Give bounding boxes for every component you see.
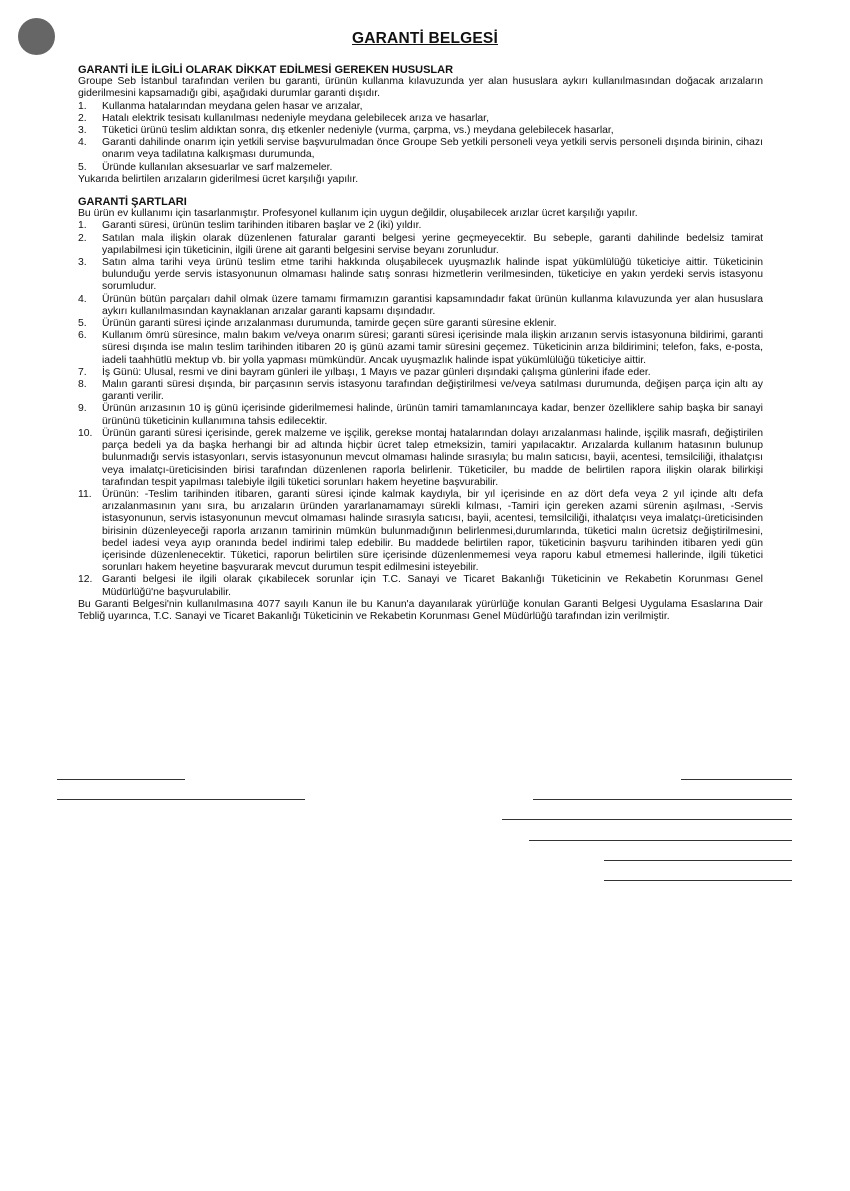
item-text: Kullanma hatalarından meydana gelen hasar ve arızalar, — [102, 100, 363, 112]
item-text: Malın garanti süresi dışında, bir parçasının servis istasyonu tarafından değiştirilmesi ve/veya satılması durumunda, değişen parça için altı ay garanti verilir. — [102, 379, 763, 403]
list-item — [78, 428, 763, 489]
fill-line — [604, 880, 792, 881]
section2-list — [78, 220, 763, 598]
fill-line — [57, 799, 305, 800]
item-text: Tüketici ürünü teslim aldıktan sonra, dış etkenler nedeniyle (vurma, çarpma, vs.) meydana gelebilecek hasarlar, — [102, 125, 614, 137]
item-number: 4. — [78, 293, 87, 305]
item-text: Ürünün arızasının 10 iş günü içerisinde giderilmemesi halinde, ürünün tamiri tamamlanıncaya kadar, benzer özelliklere sahip başka bir sanayi ürününü tüketicinin kullanımına tahsis edilecektir. — [102, 403, 763, 427]
item-text: Garanti dahilinde onarım için yetkili servise başvurulmadan önce Groupe Seb yetkili personeli veya yetkili servis personeli dışında birinin, cihazı onarım veya tadilatına kalkışması durumunda, — [102, 137, 763, 161]
item-number: 3. — [78, 125, 87, 137]
list-item — [78, 367, 763, 379]
list-item — [78, 294, 763, 318]
item-text: Ürünün: -Teslim tarihinden itibaren, garanti süresi içinde kalmak kaydıyla, bir yıl içerisinde en az dört defa veya 2 yıl içinde altı defa arızalanmasının yanı sıra, bu arızaların üründen yararlanamamayı sürekli kılması, -Tamiri için gereken azami sürenin aşılması, -Servis istasyonunun, servis istasyonunun mevcut olmaması halinde sırasıyla satıcısı, bayii, acentesi, temsilciliği, ithalatçısı veya imalatçı-üreticisinden birisinin düzenleyeceği raporla arızanın tamirinin mümkün bulunmadığının belirlenmesi,durumlarında, tüketici malın ücretsiz değiştirilmesini, bedel iadesi veya ayıp oranında bedel indirimi talep edebilir. Bu maddede belirtilen rapor, tüketicinin başvuru tarihinden itibaren yedi gün içerisinde düzenlenecektir. Tüketici, raporun belirtilen süre içerisinde düzenlenmemesi veya raporu kabul etmemesi hallerinde, ilgili tüketici sorunları hakem heyetine başvurarak mevcut durumun tespit edilmesini isteyebilir. — [102, 488, 763, 574]
section1-intro: Groupe Seb İstanbul tarafından verilen bu garanti, ürünün kullanma kılavuzunda yer alan hususlara aykırı kullanılmasından doğacak arızaların giderilmesini kapsamadığı gibi, aşağıdaki durumlar garanti dışıdır. — [78, 76, 763, 100]
item-number: 5. — [78, 318, 87, 330]
list-item — [78, 137, 763, 161]
item-number: 11. — [78, 488, 92, 500]
fill-line — [57, 779, 185, 780]
item-number: 5. — [78, 161, 87, 173]
item-number: 9. — [78, 403, 87, 415]
section2-heading: GARANTİ ŞARTLARI — [78, 196, 187, 209]
item-text: Satılan mala ilişkin olarak düzenlenen faturalar garanti belgesi yerine geçmeyecektir. Bu sebeple, garanti dahilinde bedelsiz tamirat yapılabilmesi için tüketicinin, ilgili ürene ait garanti belgesini servise beyanı zorunludur. — [102, 232, 763, 256]
item-text: Garanti süresi, ürünün teslim tarihinden itibaren başlar ve 2 (iki) yıldır. — [102, 220, 422, 232]
section2-intro: Bu ürün ev kullanımı için tasarlanmıştır. Profesyonel kullanım için uygun değildir, oluşabilecek arızlar ücret karşılığı yapılır. — [78, 208, 638, 220]
item-text: İş Günü: Ulusal, resmi ve dini bayram günleri ile yılbaşı, 1 Mayıs ve pazar günleri dışındaki çalışma günlerini ifade eder. — [102, 366, 651, 378]
item-text: Hatalı elektrik tesisatı kullanılması nedeniyle meydana gelebilecek arıza ve hasarlar, — [102, 112, 489, 124]
item-number: 10. — [78, 427, 93, 439]
item-number: 8. — [78, 379, 87, 391]
item-text: Satın alma tarihi veya ürünü teslim etme tarihi hakkında oluşabilecek uyuşmazlık halinde ispat yükümlülüğü tüketiciye aittir. Tüketicinin bulunduğu yerde servis istasyonunun olmaması halinde satış sonrası hizmetlerin verilmesinden, tüketiciye en yakın yerdeki servis istasyonu sorumludur. — [102, 257, 763, 293]
list-item — [78, 162, 763, 174]
list-item — [78, 403, 763, 427]
item-number: 2. — [78, 232, 87, 244]
item-number: 6. — [78, 330, 87, 342]
list-item — [78, 257, 763, 294]
fill-line — [604, 860, 792, 861]
item-text: Üründe kullanılan aksesuarlar ve sarf malzemeler. — [102, 161, 333, 173]
section1-outro: Yukarıda belirtilen arızaların giderilmesi ücret karşılığı yapılır. — [78, 173, 359, 185]
section1-heading: GARANTİ İLE İLGİLİ OLARAK DİKKAT EDİLMESİ GEREKEN HUSUSLAR — [78, 64, 454, 76]
list-item — [78, 330, 763, 367]
list-item — [78, 113, 763, 125]
fill-line — [681, 779, 792, 780]
page-title: GARANTİ BELGESİ — [352, 30, 498, 47]
list-item — [78, 574, 763, 598]
item-number: 7. — [78, 366, 87, 378]
item-text: Ürünün garanti süresi içinde arızalanması durumunda, tamirde geçen süre garanti süresine eklenir. — [102, 318, 557, 330]
list-item — [78, 233, 763, 257]
fill-line — [533, 799, 792, 800]
item-text: Ürünün bütün parçaları dahil olmak üzere tamamı firmamızın garantisi kapsamındadır fakat ürünün kullanma kılavuzunda yer alan hususlara aykırı kullanılmasından kaynaklanan arızalar garanti kapsamı dışındadır. — [102, 293, 763, 317]
item-number: 12. — [78, 574, 93, 586]
section1-list — [78, 101, 763, 174]
list-item — [78, 489, 763, 574]
item-number: 1. — [78, 100, 87, 112]
list-item — [78, 220, 763, 232]
section2-outro: Bu Garanti Belgesi'nin kullanılmasına 4077 sayılı Kanun ile bu Kanun'a dayanılarak yürürlüğe konulan Garanti Belgesi Uygulama Esaslarına Dair Tebliğ uyarınca, T.C. Sanayi ve Ticaret Bakanlığı Tüketicinin ve Rekabetin Korunması Genel Müdürlüğü tarafından izin verilmiştir. — [78, 598, 763, 622]
item-number: 4. — [78, 137, 87, 149]
item-text: Ürünün garanti süresi içerisinde, gerek malzeme ve işçilik, gerekse montaj hatalarından dolayı arızalanması halinde, işçilik masrafı, değiştirilen parça bedeli ya da başka herhangi bir ad altında hiçbir ücret talep etmeksizin, tamiri yapılacaktır. Arızalarda kullanım hatasının bulunup bulunmadığı servis istasyonları, servis istasyonunun mevcut olmaması halinde sırasıyla; bu malın satıcısı, bayii, acentesi, temsilciliği, ithalatçısı veya imalatçı-üreticisinden birisi tarafından düzenlenen raporla belirlenir. Tüketiciler, bu madde de belirtilen rapora ilişkin olarak bilirkişi tarafından tespit yapılması talebiyle ilgili tüketici sorunları hakem heyetine başvurabilir. — [102, 427, 763, 488]
list-item — [78, 318, 763, 330]
item-number: 1. — [78, 220, 87, 232]
list-item — [78, 125, 763, 137]
list-item — [78, 379, 763, 403]
item-text: Kullanım ömrü süresince, malın bakım ve/veya onarım süresi; garanti süresi içerisinde mala ilişkin arızanın servis istasyonuna bildirimi, garanti süresi dışında ise malın teslim tarihinden itibaren 20 iş günü azami tamir süresini geçemez. Tüketicinin arıza bildirimini; telefon, faks, e-posta, iadeli taahhütlü mektup vb. bir yolla yapması mümkündür. Ancak uyuşmazlık halinde ispat yükümlülüğü tüketiciye aittir. — [102, 330, 763, 366]
item-text: Garanti belgesi ile ilgili olarak çıkabilecek sorunlar için T.C. Sanayi ve Ticaret Bakanlığı Tüketicinin ve Rekabetin Korunması Genel Müdürlüğü'ne başvurulabilir. — [102, 574, 763, 598]
item-number: 3. — [78, 257, 87, 269]
fill-line — [529, 840, 792, 841]
fill-line — [502, 819, 792, 820]
list-item — [78, 101, 763, 113]
document-body — [78, 64, 763, 623]
item-number: 2. — [78, 112, 87, 124]
